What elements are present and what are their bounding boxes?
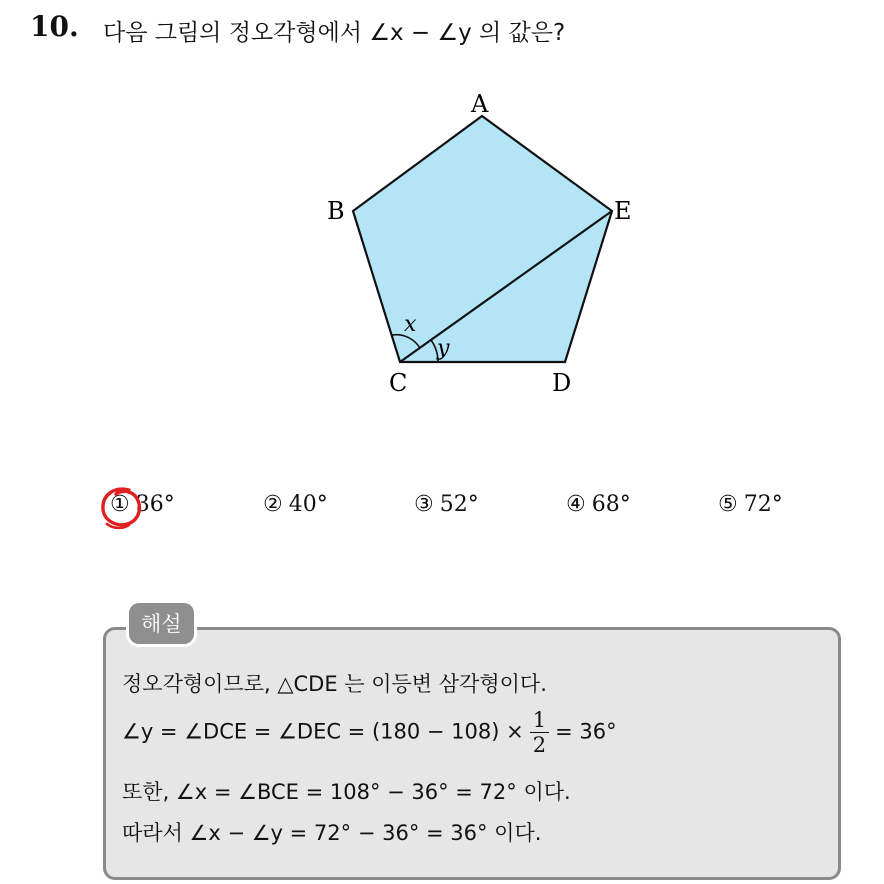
fraction-one-half [530, 708, 549, 757]
solution-line-2-left: ∠y = ∠DCE = ∠DEC = (180 − 108) × [122, 719, 524, 744]
fraction-numerator: 1 [530, 708, 549, 733]
choice-5-value: 72° [743, 492, 783, 517]
solution-tag: 해설 [129, 603, 194, 644]
choice-5[interactable] [718, 492, 783, 517]
choice-2[interactable] [263, 492, 328, 517]
solution-line-2-right: = 36° [555, 719, 617, 744]
answer-circle-mark [99, 484, 145, 530]
vertex-label-b: B [327, 197, 345, 225]
angle-label-x: x [404, 312, 417, 337]
vertex-label-d: D [552, 369, 572, 397]
choice-4-value: 68° [591, 492, 631, 517]
solution-line-1: 정오각형이므로, △CDE 는 이등변 삼각형이다. [122, 672, 547, 696]
solution-line-2 [122, 708, 617, 757]
choice-4-marker: ④ [566, 492, 586, 517]
choice-2-value: 40° [288, 492, 328, 517]
vertex-label-a: A [471, 90, 489, 118]
choice-2-marker: ② [263, 492, 283, 517]
choice-3-value: 52° [439, 492, 479, 517]
choice-1-value: 36° [135, 492, 175, 517]
vertex-label-e: E [614, 197, 632, 225]
choice-1-marker: ① [110, 492, 130, 517]
fraction-denominator: 2 [532, 733, 547, 757]
question-number: 10. [30, 10, 79, 43]
solution-line-4: 따라서 ∠x − ∠y = 72° − 36° = 36° 이다. [122, 821, 542, 845]
question-text: 다음 그림의 정오각형에서 ∠x − ∠y 의 값은? [103, 20, 566, 46]
vertex-label-c: C [389, 369, 408, 397]
angle-label-y: y [437, 336, 450, 361]
choice-3-marker: ③ [414, 492, 434, 517]
solution-line-3: 또한, ∠x = ∠BCE = 108° − 36° = 72° 이다. [122, 780, 571, 804]
choice-4[interactable] [566, 492, 631, 517]
choice-5-marker: ⑤ [718, 492, 738, 517]
choice-3[interactable] [414, 492, 479, 517]
